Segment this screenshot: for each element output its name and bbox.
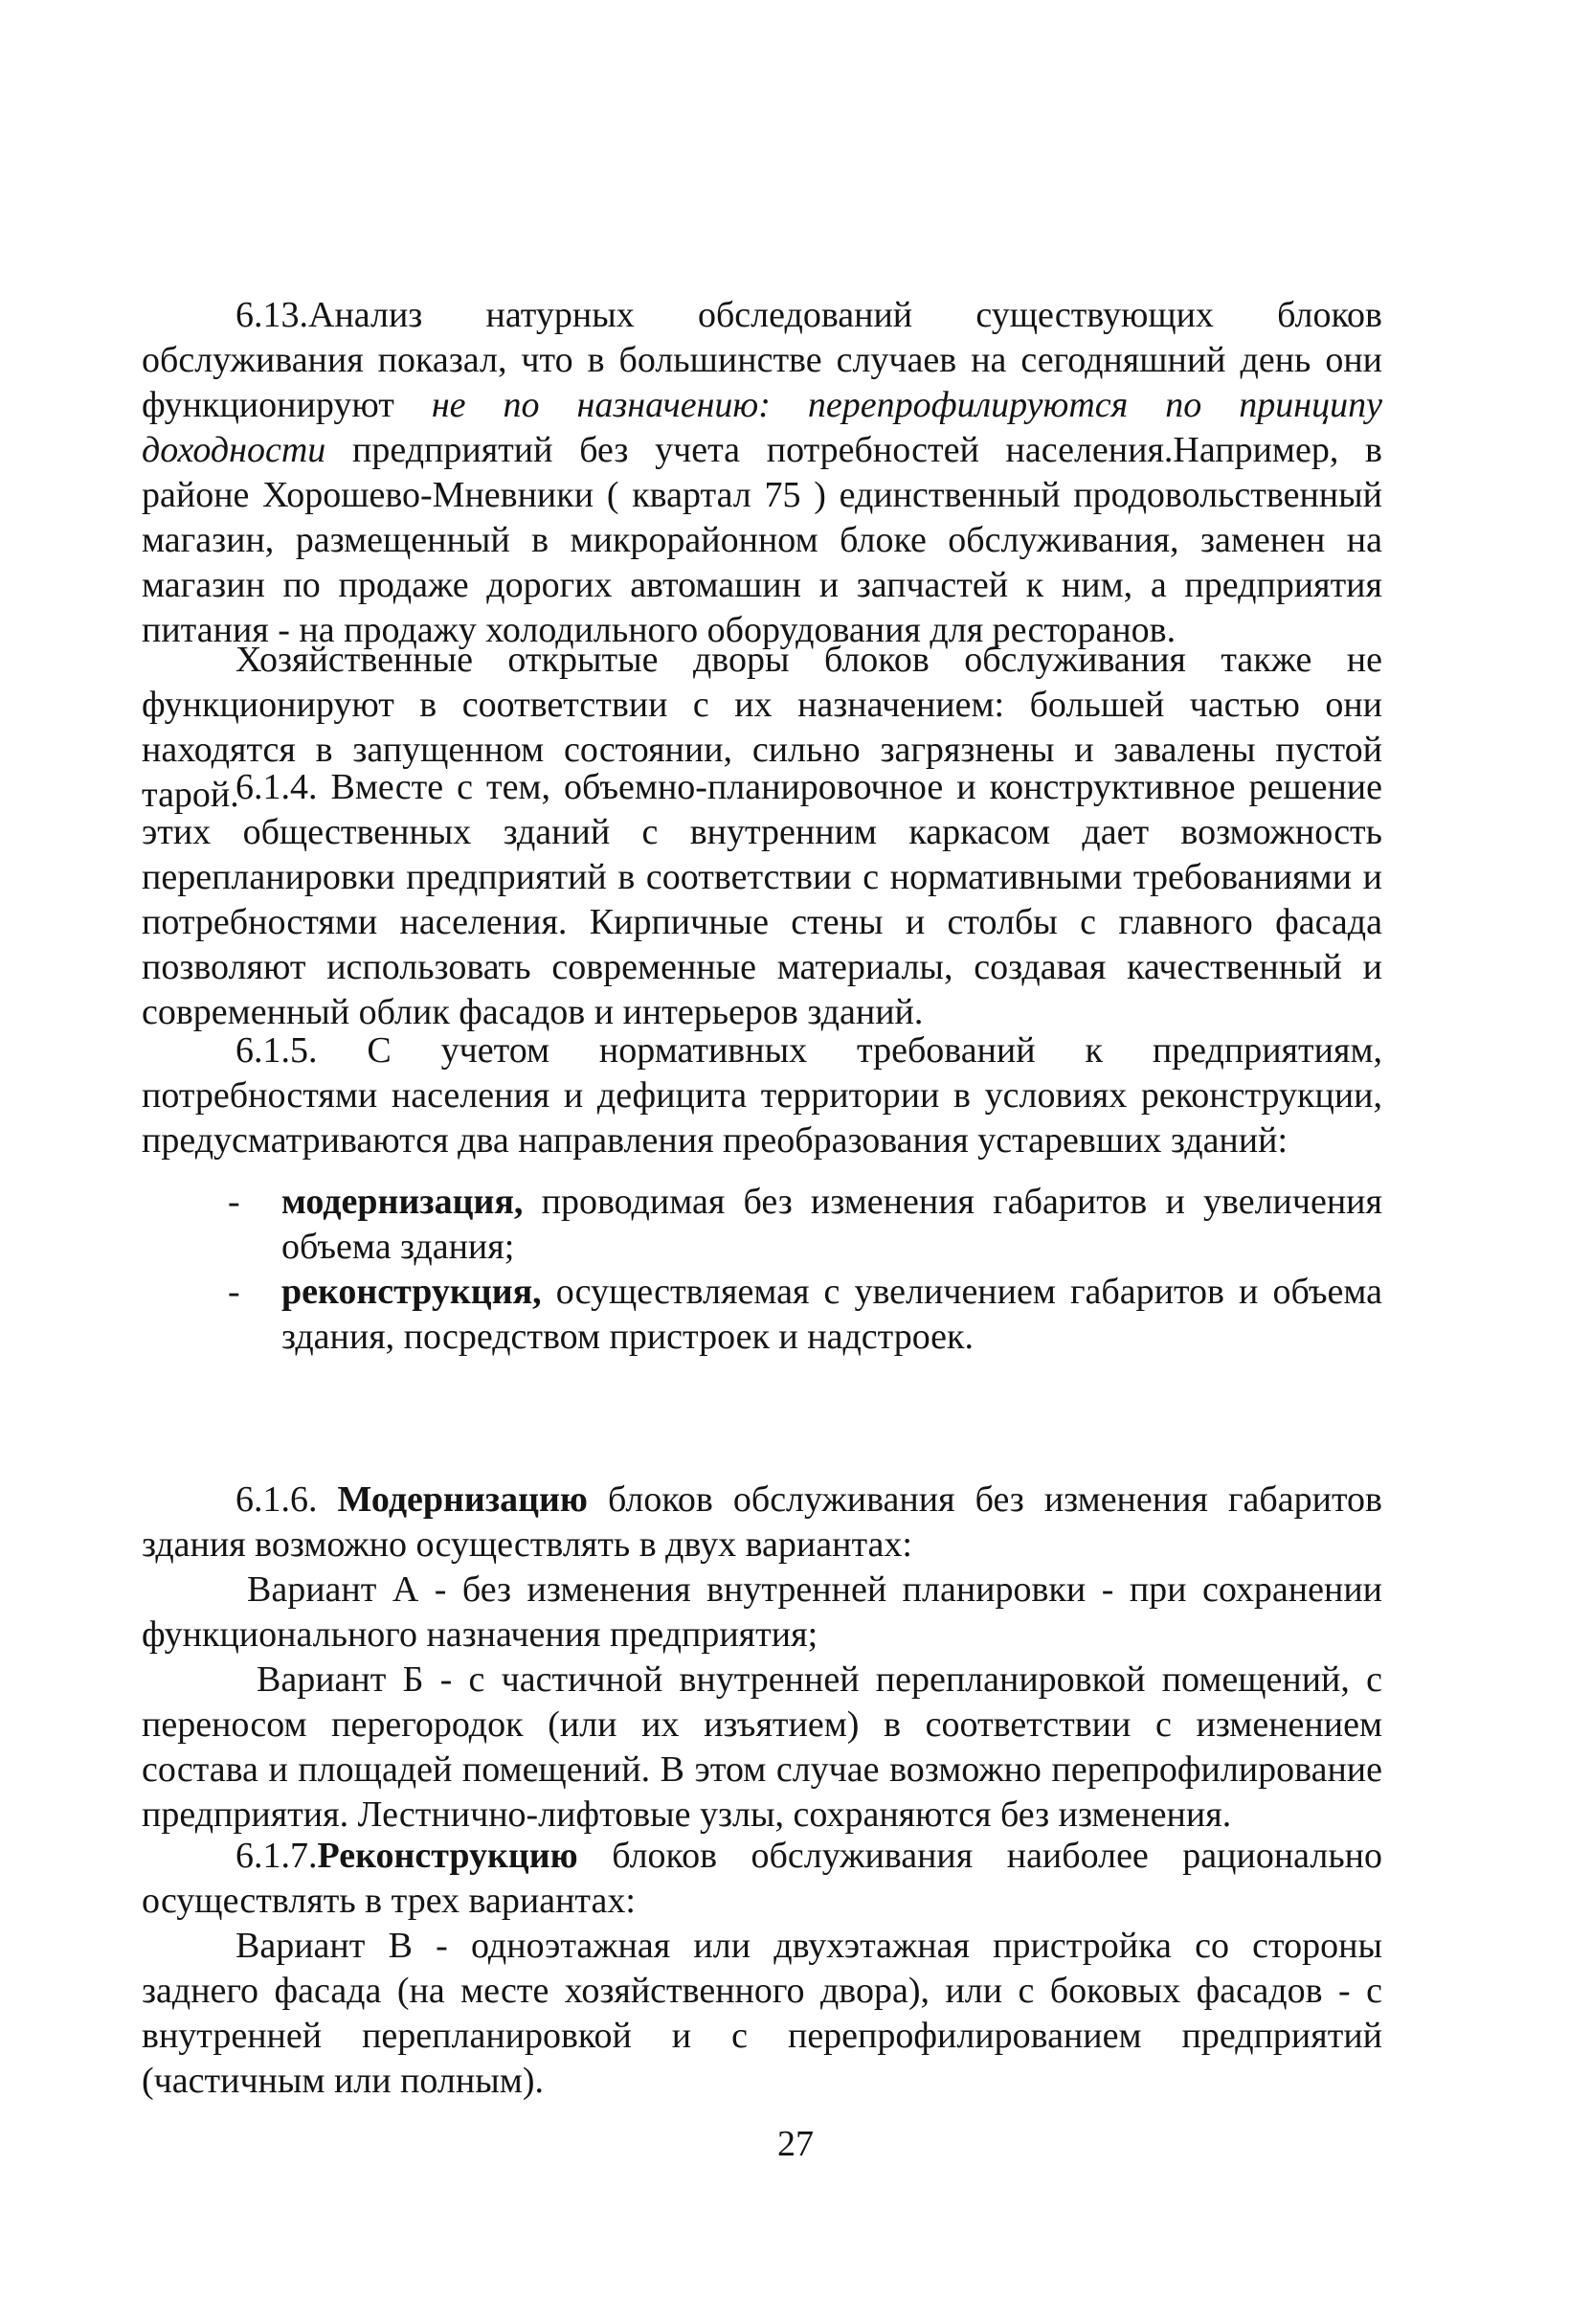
list-item-term: реконструкция, <box>281 1272 542 1312</box>
paragraph-6-1-6 <box>142 1478 1382 1568</box>
paragraph-6-1-4: 6.1.4. Вместе с тем, объемно-планировочное и конструктивное решение этих общественных зданий с внутренним каркасом дает возможность перепланировки предприятий в соответствии с нормативными требованиями и потребностями населения. Кирпичные стены и столбы с главного фасада позволяют использовать современные материалы, создавая качественный и современный облик фасадов и интерьеров зданий. <box>142 767 1382 1032</box>
list-item-term: модернизация, <box>281 1182 524 1222</box>
paragraph-6-1-5: 6.1.5. С учетом нормативных требований к предприятиям, потребностями населения и дефицита территории в условиях реконструкции, предусматриваются два направления преобразования устаревших зданий: <box>142 1030 1382 1161</box>
paragraph-6-1-7 <box>142 1834 1382 1924</box>
paragraph-text: Анализ натурных обследований существующих блоков обслуживания показал, что в большинстве случаев на сегодняшний день они функционируют <box>142 295 1382 425</box>
paragraph-number: 6.13. <box>235 295 308 335</box>
italic-emphasis: не по назначению: перепрофилируются по принципу доходности <box>142 385 1383 470</box>
paragraph-number: 6.1.6. <box>235 1479 338 1520</box>
list-item-text: проводимая без изменения габаритов и увеличения объема здания; <box>281 1182 1382 1267</box>
page-number: 27 <box>777 2124 814 2164</box>
paragraph-text: блоков обслуживания наиболее рационально осуществлять в трех вариантах: <box>142 1836 1382 1921</box>
paragraph-number: 6.1.7. <box>235 1836 318 1876</box>
paragraph-text: блоков обслуживания без изменения габаритов здания возможно осуществлять в двух вариантах: <box>142 1479 1382 1565</box>
bold-term: Реконструкцию <box>317 1836 578 1876</box>
list-dash: - <box>228 1182 240 1222</box>
paragraph-variant-a: Вариант А - без изменения внутренней планировки - при сохранении функционального назначения предприятия; <box>142 1569 1382 1655</box>
list-item <box>142 1180 1382 1270</box>
paragraph-variant-b: Вариант Б - с частичной внутренней перепланировкой помещений, с переносом перегородок (или их изъятием) в соответствии с изменением состава и площадей помещений. В этом случае возможно перепрофилирование предприятия. Лестнично-лифтовые узлы, сохраняются без изменения. <box>142 1659 1382 1835</box>
paragraph-6-13 <box>142 293 1382 653</box>
paragraph-yards: Хозяйственные открытые дворы блоков обслуживания также не функционируют в соответствии с их назначением: большей частью они находятся в запущенном состоянии, сильно загрязнены и завалены пустой тарой. <box>142 640 1382 815</box>
paragraph-variant-v: Вариант В - одноэтажная или двухэтажная пристройка со стороны заднего фасада (на месте хозяйственного двора), или с боковых фасадов - с внутренней перепланировкой и с перепрофилированием предприятий (частичным или полным). <box>142 1926 1382 2101</box>
list-item-text: осуществляемая с увеличением габаритов и объема здания, посредством пристроек и надстроек. <box>281 1272 1382 1357</box>
list-item <box>142 1270 1382 1360</box>
bold-term: Модернизацию <box>337 1479 588 1520</box>
directions-list <box>142 1180 1382 1360</box>
paragraph-text-continued: предприятий без учета потребностей населения.Например, в районе Хорошево-Мневники ( квартал 75 ) единственный продовольственный магазин, размещенный в микрорайонном блоке обслуживания, заменен на магазин по продаже дорогих автомашин и запчастей к ним, а предприятия питания - на продажу холодильного оборудования для ресторанов. <box>142 430 1382 650</box>
list-dash: - <box>228 1272 240 1312</box>
